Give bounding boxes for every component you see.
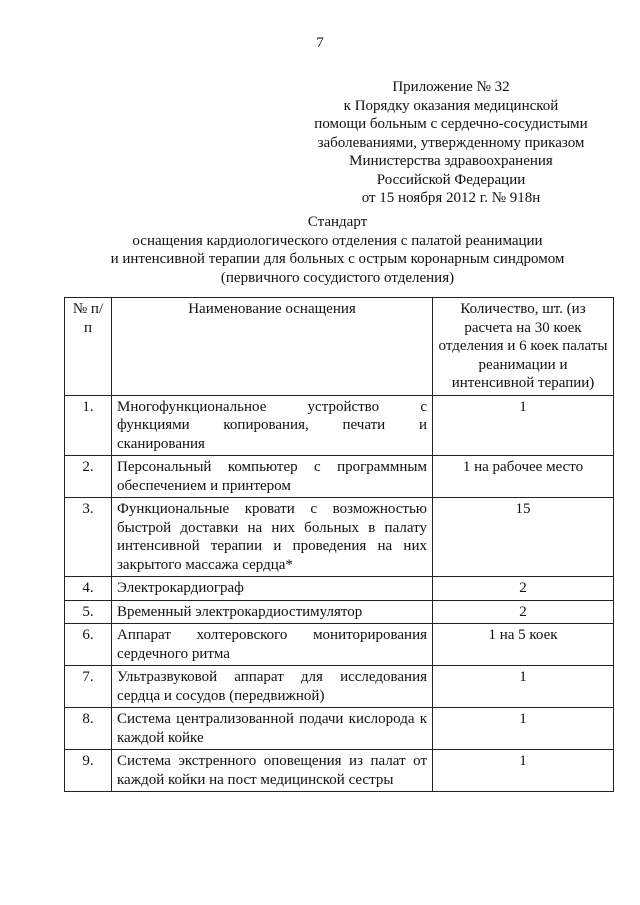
- standard-title-line: (первичного сосудистого отделения): [220, 269, 455, 286]
- column-header-name: Наименование оснащения: [112, 298, 433, 396]
- equipment-quantity: 1 на 5 коек: [433, 624, 614, 666]
- standard-title-line: и интенсивной терапии для больных с острым коронарным синдромом: [110, 251, 565, 267]
- row-number: 4.: [65, 577, 112, 601]
- row-number: 8.: [65, 708, 112, 750]
- standard-title: [60, 213, 615, 287]
- page-number: 7: [316, 35, 324, 51]
- equipment-name: Система централизованной подачи кислорода к каждой койке: [112, 708, 433, 750]
- equipment-name: Временный электрокардиостимулятор: [112, 600, 433, 624]
- table-row: [65, 577, 614, 601]
- row-number: 7.: [65, 666, 112, 708]
- equipment-name: Ультразвуковой аппарат для исследования сердца и сосудов (передвижной): [112, 666, 433, 708]
- standard-title-line: оснащения кардиологического отделения с палатой реанимации: [132, 232, 543, 249]
- table-row: [65, 666, 614, 708]
- table-row: [65, 498, 614, 577]
- row-number: 2.: [65, 456, 112, 498]
- equipment-quantity: 1: [433, 666, 614, 708]
- column-header-number: № п/п: [65, 298, 112, 396]
- table-row: [65, 600, 614, 624]
- equipment-quantity: 1 на рабочее место: [433, 456, 614, 498]
- table-row: [65, 395, 614, 456]
- equipment-name: Система экстренного оповещения из палат от каждой койки на пост медицинской сестры: [112, 750, 433, 792]
- equipment-quantity: 15: [433, 498, 614, 577]
- table-row: [65, 708, 614, 750]
- equipment-name: Электрокардиограф: [112, 577, 433, 601]
- table-row: [65, 750, 614, 792]
- row-number: 6.: [65, 624, 112, 666]
- equipment-name: Функциональные кровати с возможностью быстрой доставки на них больных в палату интенсивной терапии и проведения на них закрытого массажа сердца*: [112, 498, 433, 577]
- appendix-line: к Порядку оказания медицинской: [343, 97, 559, 114]
- appendix-line: помощи больным с сердечно-сосудистыми: [314, 116, 588, 132]
- equipment-name: Многофункциональное устройство с функциями копирования, печати и сканирования: [112, 395, 433, 456]
- appendix-header: [296, 78, 606, 208]
- row-number: 1.: [65, 395, 112, 456]
- row-number: 5.: [65, 600, 112, 624]
- appendix-line: Министерства здравоохранения: [349, 153, 553, 169]
- appendix-line: от 15 ноября 2012 г. № 918н: [361, 190, 541, 206]
- row-number: 3.: [65, 498, 112, 577]
- appendix-line: Приложение № 32: [392, 79, 510, 95]
- equipment-quantity: 2: [433, 600, 614, 624]
- equipment-quantity: 1: [433, 708, 614, 750]
- table-row: [65, 456, 614, 498]
- appendix-line: заболеваниями, утвержденному приказом: [317, 134, 585, 151]
- table-header-row: [65, 298, 614, 396]
- equipment-name: Персональный компьютер с программным обеспечением и принтером: [112, 456, 433, 498]
- equipment-table: [64, 297, 614, 792]
- standard-title-line: Стандарт: [307, 214, 368, 230]
- equipment-name: Аппарат холтеровского мониторирования сердечного ритма: [112, 624, 433, 666]
- table-row: [65, 624, 614, 666]
- column-header-quantity: Количество, шт. (из расчета на 30 коек отделения и 6 коек палаты реанимации и интенсивной терапии): [433, 298, 614, 396]
- row-number: 9.: [65, 750, 112, 792]
- equipment-quantity: 1: [433, 395, 614, 456]
- equipment-quantity: 1: [433, 750, 614, 792]
- equipment-quantity: 2: [433, 577, 614, 601]
- appendix-line: Российской Федерации: [376, 171, 526, 188]
